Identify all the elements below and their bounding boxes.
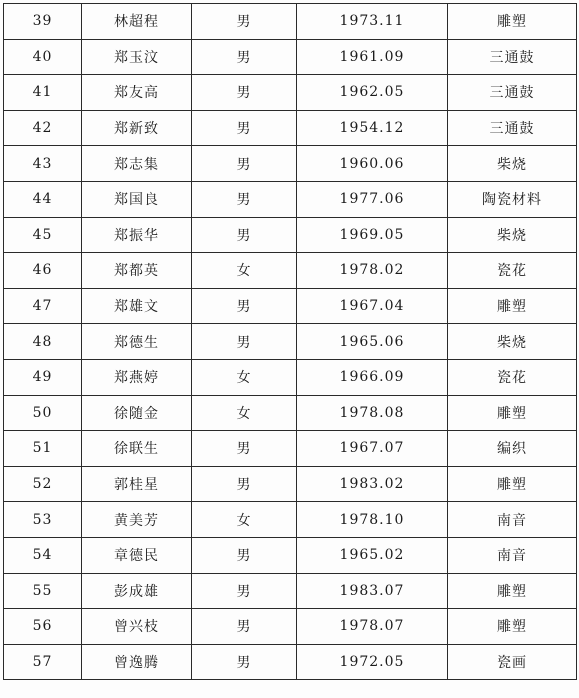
- row-number: 53: [4, 502, 82, 538]
- person-name: 郑德生: [82, 324, 192, 360]
- craft-field: 雕塑: [448, 288, 577, 324]
- person-gender: 女: [192, 359, 297, 395]
- person-name: 郑国良: [82, 181, 192, 217]
- table-row: [4, 253, 577, 289]
- person-name: 黄美芳: [82, 502, 192, 538]
- person-gender: 男: [192, 644, 297, 680]
- row-number: 48: [4, 324, 82, 360]
- row-number: 55: [4, 573, 82, 609]
- row-number: 44: [4, 181, 82, 217]
- row-number: 46: [4, 253, 82, 289]
- birth-date: 1966.09: [297, 359, 448, 395]
- craft-field: 瓷花: [448, 359, 577, 395]
- craft-field: 瓷花: [448, 253, 577, 289]
- table-row: [4, 110, 577, 146]
- birth-date: 1973.11: [297, 4, 448, 40]
- person-name: 彭成雄: [82, 573, 192, 609]
- table-row: [4, 431, 577, 467]
- craft-field: 南音: [448, 537, 577, 573]
- person-gender: 男: [192, 4, 297, 40]
- craft-field: 雕塑: [448, 609, 577, 645]
- birth-date: 1983.02: [297, 466, 448, 502]
- person-name: 郑燕婷: [82, 359, 192, 395]
- row-number: 56: [4, 609, 82, 645]
- row-number: 47: [4, 288, 82, 324]
- row-number: 45: [4, 217, 82, 253]
- birth-date: 1969.05: [297, 217, 448, 253]
- table-row: [4, 537, 577, 573]
- person-gender: 男: [192, 110, 297, 146]
- person-name: 郑雄文: [82, 288, 192, 324]
- person-name: 曾兴枝: [82, 609, 192, 645]
- table-row: [4, 395, 577, 431]
- person-name: 郑友高: [82, 75, 192, 111]
- person-name: 郭桂星: [82, 466, 192, 502]
- person-name: 郑志集: [82, 146, 192, 182]
- row-number: 49: [4, 359, 82, 395]
- person-gender: 男: [192, 181, 297, 217]
- craft-field: 三通鼓: [448, 39, 577, 75]
- row-number: 42: [4, 110, 82, 146]
- person-name: 林超程: [82, 4, 192, 40]
- person-gender: 男: [192, 324, 297, 360]
- roster-table: [3, 3, 577, 680]
- person-name: 郑振华: [82, 217, 192, 253]
- birth-date: 1972.05: [297, 644, 448, 680]
- row-number: 57: [4, 644, 82, 680]
- person-name: 郑都英: [82, 253, 192, 289]
- craft-field: 陶瓷材料: [448, 181, 577, 217]
- person-gender: 男: [192, 537, 297, 573]
- table-row: [4, 609, 577, 645]
- row-number: 39: [4, 4, 82, 40]
- row-number: 40: [4, 39, 82, 75]
- person-name: 徐随金: [82, 395, 192, 431]
- craft-field: 柴烧: [448, 146, 577, 182]
- person-name: 郑新致: [82, 110, 192, 146]
- table-row: [4, 644, 577, 680]
- birth-date: 1978.08: [297, 395, 448, 431]
- person-gender: 女: [192, 502, 297, 538]
- birth-date: 1967.04: [297, 288, 448, 324]
- craft-field: 雕塑: [448, 395, 577, 431]
- person-gender: 男: [192, 39, 297, 75]
- person-name: 曾逸腾: [82, 644, 192, 680]
- craft-field: 柴烧: [448, 324, 577, 360]
- row-number: 54: [4, 537, 82, 573]
- table-row: [4, 288, 577, 324]
- birth-date: 1965.06: [297, 324, 448, 360]
- table-row: [4, 181, 577, 217]
- birth-date: 1960.06: [297, 146, 448, 182]
- row-number: 51: [4, 431, 82, 467]
- row-number: 43: [4, 146, 82, 182]
- birth-date: 1978.02: [297, 253, 448, 289]
- person-gender: 男: [192, 288, 297, 324]
- table-row: [4, 39, 577, 75]
- table-row: [4, 4, 577, 40]
- table-row: [4, 75, 577, 111]
- person-gender: 男: [192, 217, 297, 253]
- person-gender: 男: [192, 146, 297, 182]
- person-gender: 男: [192, 431, 297, 467]
- person-gender: 男: [192, 609, 297, 645]
- person-name: 郑玉汶: [82, 39, 192, 75]
- craft-field: 雕塑: [448, 573, 577, 609]
- table-row: [4, 359, 577, 395]
- roster-table-body: [4, 4, 577, 680]
- craft-field: 瓷画: [448, 644, 577, 680]
- table-row: [4, 502, 577, 538]
- birth-date: 1967.07: [297, 431, 448, 467]
- person-name: 章德民: [82, 537, 192, 573]
- person-name: 徐联生: [82, 431, 192, 467]
- birth-date: 1962.05: [297, 75, 448, 111]
- craft-field: 雕塑: [448, 4, 577, 40]
- birth-date: 1965.02: [297, 537, 448, 573]
- craft-field: 三通鼓: [448, 75, 577, 111]
- craft-field: 三通鼓: [448, 110, 577, 146]
- table-row: [4, 217, 577, 253]
- birth-date: 1954.12: [297, 110, 448, 146]
- craft-field: 雕塑: [448, 466, 577, 502]
- craft-field: 南音: [448, 502, 577, 538]
- person-gender: 男: [192, 75, 297, 111]
- birth-date: 1961.09: [297, 39, 448, 75]
- row-number: 52: [4, 466, 82, 502]
- birth-date: 1978.07: [297, 609, 448, 645]
- birth-date: 1983.07: [297, 573, 448, 609]
- table-row: [4, 466, 577, 502]
- birth-date: 1977.06: [297, 181, 448, 217]
- craft-field: 编织: [448, 431, 577, 467]
- person-gender: 男: [192, 573, 297, 609]
- row-number: 41: [4, 75, 82, 111]
- person-gender: 男: [192, 466, 297, 502]
- row-number: 50: [4, 395, 82, 431]
- table-row: [4, 146, 577, 182]
- person-gender: 女: [192, 395, 297, 431]
- table-row: [4, 573, 577, 609]
- table-row: [4, 324, 577, 360]
- birth-date: 1978.10: [297, 502, 448, 538]
- craft-field: 柴烧: [448, 217, 577, 253]
- person-gender: 女: [192, 253, 297, 289]
